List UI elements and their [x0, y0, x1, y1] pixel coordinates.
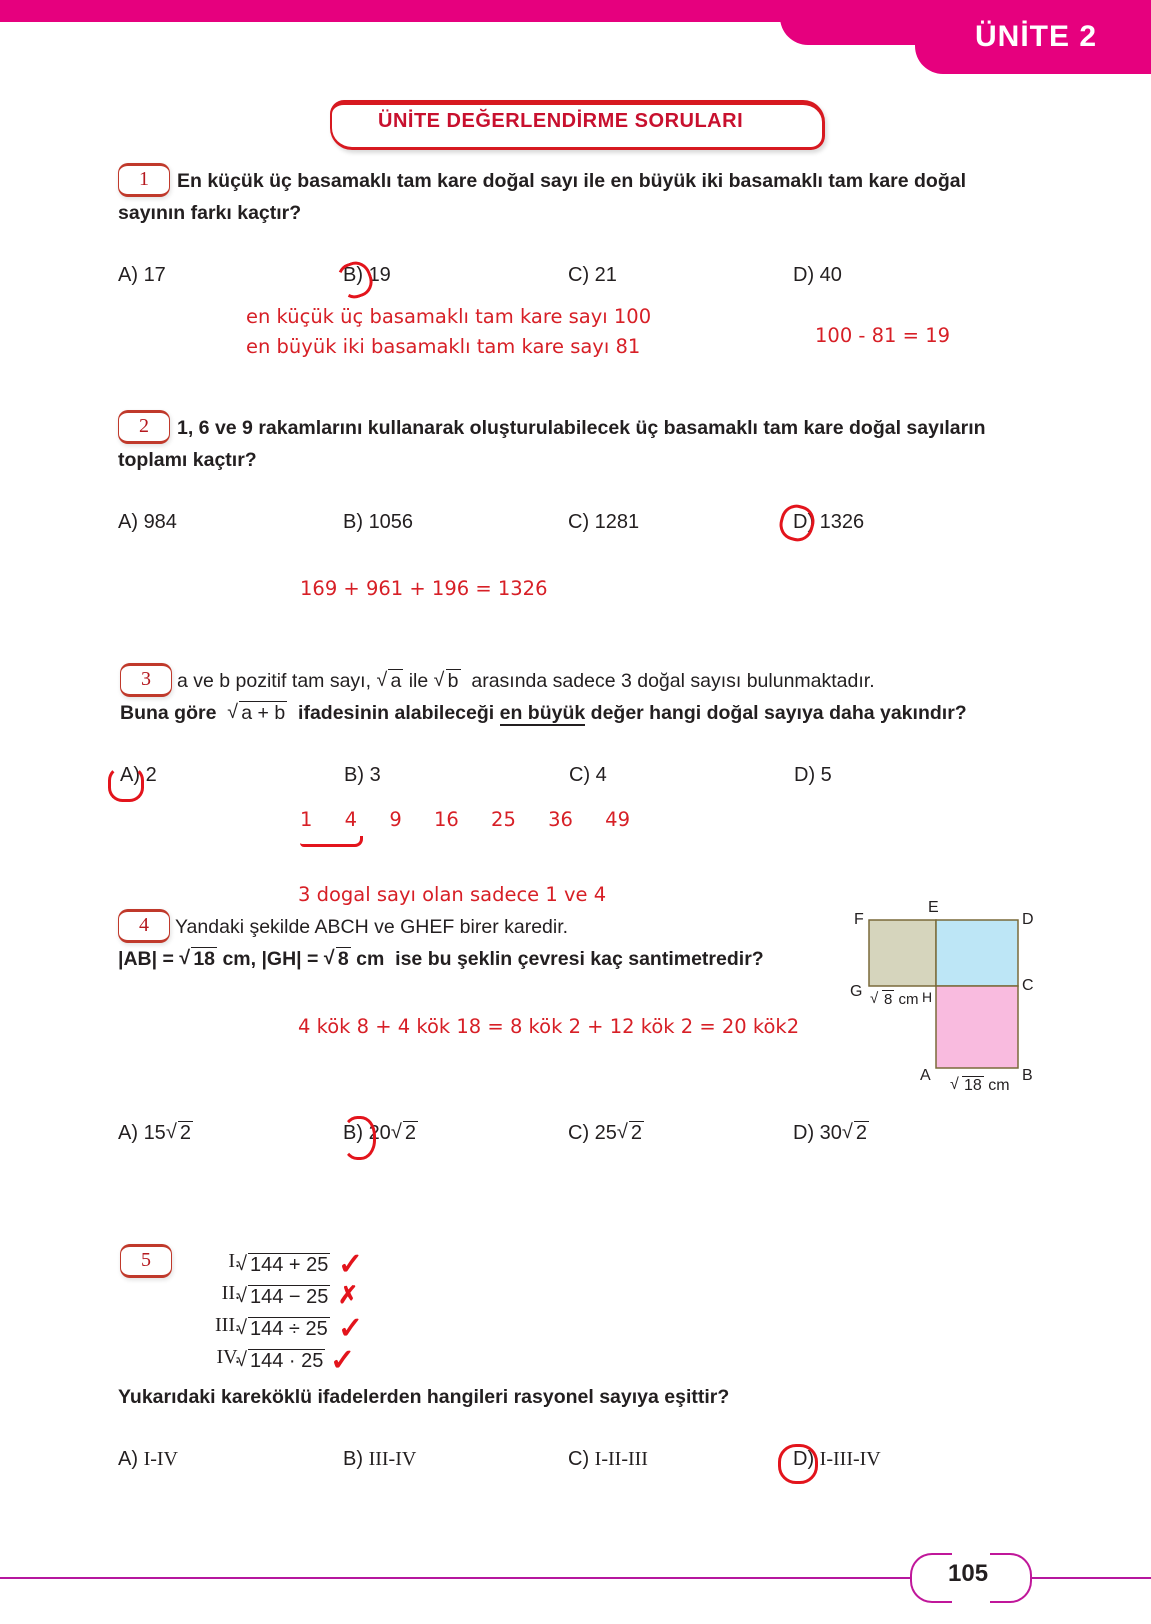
label-c: C [1022, 977, 1034, 994]
q5-items [190, 1250, 490, 1378]
q5-item: I. √ 144 + 25 ✓ [190, 1250, 490, 1282]
question-4-line1: Yandaki şekilde ABCH ve GHEF birer karedir. [175, 916, 569, 938]
q3-option-a[interactable]: A) 2 [120, 764, 157, 786]
question-2-text-line1: 1, 6 ve 9 rakamlarını kullanarak oluşturulabilecek üç basamaklı tam kare doğal sayıların [177, 417, 986, 439]
check-mark-icon: ✓ [338, 1248, 364, 1281]
answer-circle-mark [342, 1116, 376, 1160]
handwritten-note: 3 dogal sayı olan sadece 1 ve 4 [298, 883, 607, 906]
question-number-badge: 1 [118, 163, 170, 197]
label-d: D [1022, 911, 1034, 928]
q5-item: IV. √ 144 · 25 ✓ [190, 1346, 490, 1378]
question-number-badge: 4 [118, 909, 170, 943]
question-1-text-line2: sayının farkı kaçtır? [118, 202, 302, 224]
q4-option-c[interactable]: C) 25 √ 2 [568, 1122, 644, 1145]
question-1-text-line1: En küçük üç basamaklı tam kare doğal sayı ile en büyük iki basamaklı tam kare doğal [177, 170, 967, 192]
q5-item: III. √ 144 ÷ 25 ✓ [190, 1314, 490, 1346]
section-title: ÜNİTE DEĞERLENDİRME SORULARI [378, 110, 744, 132]
q1-option-c[interactable]: C) 21 [568, 264, 617, 286]
q3-option-b[interactable]: B) 3 [344, 764, 381, 786]
q2-option-d[interactable]: D) 1326 [793, 511, 865, 533]
question-number-badge: 2 [118, 410, 170, 444]
page-number: 105 [948, 1560, 989, 1587]
check-mark-icon: ✓ [338, 1312, 364, 1345]
label-a: A [920, 1067, 931, 1084]
question-5-text: Yukarıdaki kareköklü ifadelerden hangileri rasyonel sayıya eşittir? [118, 1386, 730, 1408]
q4-option-b[interactable]: B) 20 √ 2 [343, 1122, 418, 1145]
unit-label: ÜNİTE 2 [975, 20, 1098, 53]
question-3-line2: Buna göre √ a + b ifadesinin alabileceği en büyük değer hangi doğal sayıya daha yakındır? [120, 697, 967, 729]
q3-option-c[interactable]: C) 4 [569, 764, 607, 786]
question-number-badge: 5 [120, 1244, 172, 1278]
q5-option-a[interactable]: A) I-IV [118, 1448, 178, 1470]
q2-option-c[interactable]: C) 1281 [568, 511, 640, 533]
q4-option-d[interactable]: D) 30 √ 2 [793, 1122, 869, 1145]
squares-figure [820, 895, 1060, 1105]
q5-item: II. √ 144 − 25 ✗ [190, 1282, 490, 1314]
q3-option-d[interactable]: D) 5 [794, 764, 832, 786]
handwritten-note: en küçük üç basamaklı tam kare sayı 100 [246, 305, 652, 328]
label-f: F [854, 911, 864, 928]
label-h: H [922, 989, 933, 1005]
label-e: E [928, 899, 939, 916]
label-g: G [850, 983, 863, 1000]
handwritten-bracket [300, 836, 363, 847]
label-b: B [1022, 1067, 1033, 1084]
page-bracket-left [910, 1553, 952, 1603]
q1-option-b[interactable]: B) 19 [343, 264, 391, 286]
check-mark-icon: ✓ [330, 1344, 356, 1377]
q1-option-a[interactable]: A) 17 [118, 264, 166, 286]
q2-option-a[interactable]: A) 984 [118, 511, 177, 533]
cross-mark-icon: ✗ [338, 1282, 359, 1309]
q5-option-d[interactable]: D) I-III-IV [793, 1448, 881, 1470]
question-2-text-line2: toplamı kaçtır? [118, 449, 257, 471]
handwritten-note: 169 + 961 + 196 = 1326 [300, 577, 548, 600]
question-3-line1: a ve b pozitif tam sayı, √ a ile √ b arasında sadece 3 doğal sayısı bulunmaktadır. [177, 665, 875, 697]
gh-length-label: √ 8 cm [870, 991, 919, 1008]
handwritten-note: 100 - 81 = 19 [815, 324, 951, 347]
ab-length-label: √ 18 cm [950, 1077, 1010, 1095]
handwritten-note: 4 kök 8 + 4 kök 18 = 8 kök 2 + 12 kök 2 = 20 kök2 [298, 1015, 800, 1038]
q5-option-c[interactable]: C) I-II-III [568, 1448, 648, 1470]
handwritten-note: en büyük iki basamaklı tam kare sayı 81 [246, 335, 641, 358]
answer-circle-mark [108, 766, 144, 802]
handwritten-squares-list: 1 4 9 16 25 36 49 [300, 808, 630, 831]
page-bracket-right [990, 1553, 1032, 1603]
q5-option-b[interactable]: B) III-IV [343, 1448, 417, 1470]
question-number-badge: 3 [120, 663, 172, 697]
answer-circle-mark [778, 1444, 818, 1484]
q2-option-b[interactable]: B) 1056 [343, 511, 414, 533]
answer-circle-mark [776, 501, 818, 545]
q1-option-d[interactable]: D) 40 [793, 264, 842, 286]
question-4-line2: |AB| = √ 18 cm, |GH| = √ 8 cm ise bu şeklin çevresi kaç santimetredir? [118, 943, 764, 975]
q4-option-a[interactable]: A) 15 √ 2 [118, 1122, 193, 1145]
